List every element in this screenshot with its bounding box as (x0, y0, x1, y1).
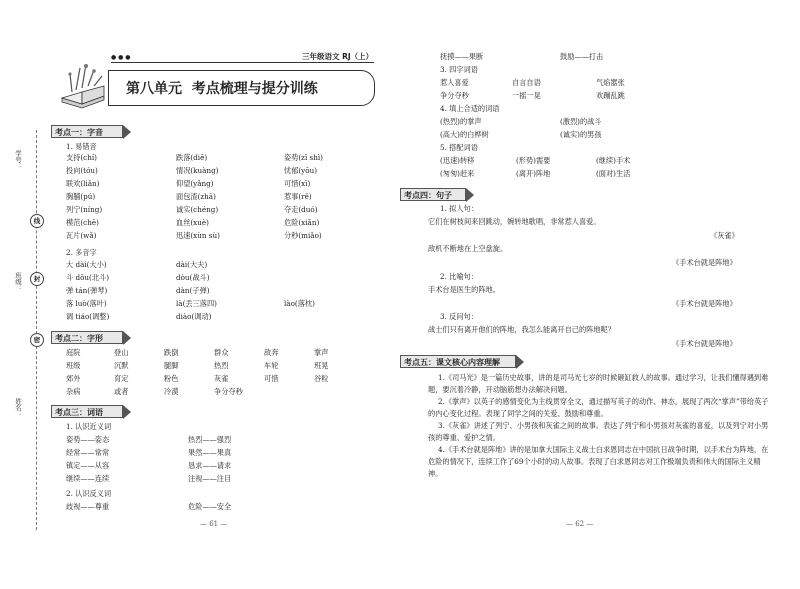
pron-r4c2: 夺走(duó) (284, 205, 318, 214)
sent-3-text: 战士们只有离开他们的阵地，我怎么能离开自己的阵地呢？ (428, 325, 615, 334)
section-title-words: 考点三：词语 (51, 405, 123, 418)
poly-r1c0: 斗 dǒu(北斗) (66, 273, 110, 282)
core-para-3: 3.《灰雀》讲述了列宁、小男孩和灰雀之间的故事。表达了列宁和小男孩对灰雀的喜爱，以及列宁对小男孩的尊重、爱护之情。 (428, 421, 769, 442)
four-r1c0: 争分夺秒 (440, 91, 469, 100)
glyph-r0c5: 掌声 (314, 348, 329, 357)
pron-r2c2: 可惜(xī) (284, 179, 311, 188)
header-dots: ● ● ● (111, 54, 131, 61)
ant-r0c0: 歧视——尊重 (66, 502, 110, 511)
four-r0c2: 气焰嚣张 (596, 78, 625, 87)
pron-r4c0: 列宁(níng) (66, 205, 103, 214)
poly-r2c1: dàn(子弹) (176, 286, 210, 295)
label-student-no: 学号： (14, 150, 22, 170)
pron-r6c0: 瓦片(wǎ) (66, 231, 97, 240)
glyph-r2c3: 灰雀 (214, 374, 229, 383)
fill-r0c0: (热烈)的掌声 (440, 117, 482, 126)
pron-r3c0: 胸脯(pú) (66, 192, 96, 201)
glyph-r2c5: 谷粒 (314, 374, 329, 383)
pron-r0c1: 跌落(diē) (176, 153, 208, 162)
glyph-r2c4: 可惜 (264, 374, 279, 383)
ant-r0c1: 危险——安全 (188, 502, 232, 511)
pron-r1c2: 忧郁(yōu) (284, 166, 318, 175)
match-r1c0: (匆匆)赶来 (440, 169, 475, 178)
sent-2-text: 手术台是医生的阵地。 (428, 285, 500, 294)
poly-r4c0: 调 tiáo(调整) (66, 312, 110, 321)
poly-r1c1: dòu(战斗) (176, 273, 210, 282)
pron-r5c0: 模范(chē) (66, 218, 99, 227)
pron-r2c1: 仰望(yǎng) (176, 179, 214, 188)
glyph-r0c1: 登山 (114, 348, 129, 357)
core-para-1: 1.《司马光》是一篇历史故事，讲的是司马光七岁的时候砸缸救人的故事。通过学习，让我们懂得遇到难题，要沉着冷静，开动脑筋想办法解决问题。 (428, 373, 769, 394)
binding-line (36, 130, 37, 530)
glyph-r2c0: 郊外 (66, 374, 81, 383)
ring-secret: 密 (30, 333, 44, 347)
sent-1-source: 《灰雀》 (710, 231, 739, 240)
fill-r1c1: (诚实)的男孩 (560, 130, 602, 139)
glyph-r1c5: 班晃 (314, 361, 329, 370)
glyph-r2c1: 育定 (114, 374, 129, 383)
sub-antonyms: 2. 认识反义词 (66, 489, 112, 498)
section-title-sentences: 考点四：句子 (400, 188, 466, 201)
fill-r0c1: (激烈)的战斗 (560, 117, 602, 126)
sub-match-words: 5. 搭配词语 (440, 143, 478, 152)
pron-r4c1: 诚实(chéng) (176, 205, 219, 214)
glyph-r1c0: 班级 (66, 361, 81, 370)
sub-four-char: 3. 四字词语 (440, 65, 478, 74)
poly-r4c1: diào(调动) (176, 312, 212, 321)
pron-r1c1: 情况(kuàng) (176, 166, 219, 175)
match-r0c0: (迅速)转移 (440, 156, 475, 165)
glyph-r3c1: 或者 (114, 387, 129, 396)
glyph-r0c2: 跌倒 (164, 348, 179, 357)
sent-2-label: 2. 比喻句： (440, 272, 478, 281)
poly-r3c0: 落 luò(落叶) (66, 299, 107, 308)
glyph-r1c1: 沉默 (114, 361, 129, 370)
core-para-2: 2.《掌声》以英子的感情变化为主线贯穿全文，通过描写英子的动作、神态，展现了两次“掌声”带给英子的内心变化过程。表现了同学之间的关爱、鼓励和尊重。 (428, 397, 769, 418)
poly-r0c0: 大 dài(大小) (66, 260, 107, 269)
sub-polyphonic: 2. 多音字 (66, 248, 97, 257)
glyph-r3c3: 争分夺秒 (214, 387, 243, 396)
ring-seal: 封 (30, 272, 44, 286)
section-title-pronunciation: 考点一：字音 (51, 125, 123, 138)
sent-1b-text: 敌机不断地在上空盘旋。 (428, 244, 508, 253)
fill-r1c0: (高大)的白桦树 (440, 130, 489, 139)
glyph-r1c4: 车轮 (264, 361, 279, 370)
glyph-r1c3: 热烈 (214, 361, 229, 370)
syn-r0c1: 热烈——强烈 (188, 435, 232, 444)
syn-r2c0: 镇定——从容 (66, 461, 110, 470)
syn-r0c0: 姿势——姿态 (66, 435, 110, 444)
four-r1c2: 欢蹦乱跳 (596, 91, 625, 100)
label-class: 班级： (14, 272, 22, 292)
right-page (400, 0, 800, 589)
four-r1c1: 一摇一晃 (512, 91, 541, 100)
header-rule (111, 62, 374, 63)
pair-r0c1: 鼓励——打击 (560, 52, 604, 61)
glyph-r0c0: 庭院 (66, 348, 81, 357)
header-text: 三年级语文 RJ（上） (302, 52, 374, 61)
sub-synonyms: 1. 认识近义词 (66, 422, 112, 431)
page-number-left: — 61 — (200, 520, 228, 528)
pron-r3c2: 惹事(rě) (284, 192, 312, 201)
match-r1c1: (离开)阵地 (516, 169, 551, 178)
syn-r1c1: 果然——果真 (188, 448, 232, 457)
sent-2-source: 《手术台就是阵地》 (672, 299, 737, 308)
ring-line: 线 (30, 214, 44, 228)
poly-r0c1: dài(大夫) (176, 260, 208, 269)
syn-r1c0: 经常——常常 (66, 448, 110, 457)
poly-r3c2: lào(落枕) (284, 299, 315, 308)
glyph-r3c0: 杂病 (66, 387, 81, 396)
core-para-4: 4.《手术台就是阵地》讲的是加拿大国际主义战士白求恩同志在中国抗日战争时期，以手术台为阵地，在危险的情况下，连续工作了69个小时的动人故事。表现了白求恩同志对工作极端负责和伟大的国际主义精神。 (428, 445, 769, 478)
four-r0c1: 自言自语 (512, 78, 541, 87)
four-r0c0: 惹人喜爱 (440, 78, 469, 87)
pron-r6c2: 分秒(miǎo) (284, 231, 322, 240)
pron-r5c1: 血丝(xuè) (176, 218, 209, 227)
sent-3-label: 3. 反问句： (440, 312, 478, 321)
pron-r5c2: 危险(xiǎn) (284, 218, 320, 227)
pron-r2c0: 联欢(liǎn) (66, 179, 100, 188)
poly-r3c1: là(丢三落四) (176, 299, 217, 308)
glyph-r3c2: 冷漠 (164, 387, 179, 396)
glyph-r2c2: 粉色 (164, 374, 179, 383)
pron-r3c1: 面包渣(zhā) (176, 192, 216, 201)
match-r0c1: (形势)需要 (516, 156, 551, 165)
pair-r0c0: 抚摸——果断 (440, 52, 484, 61)
poly-r2c0: 弹 tán(弹琴) (66, 286, 108, 295)
sent-1-label: 1. 拟人句： (440, 204, 478, 213)
match-r1c2: (面对)生活 (596, 169, 631, 178)
sent-3-source: 《手术台就是阵地》 (672, 339, 737, 348)
pron-r6c1: 迅速(xùn sù) (176, 231, 220, 240)
syn-r3c1: 注视——注目 (188, 474, 232, 483)
glyph-r1c2: 腿脚 (164, 361, 179, 370)
sub-easy-mistakes: 1. 易错音 (66, 142, 97, 151)
section-title-glyph: 考点二：字形 (51, 331, 123, 344)
syn-r2c1: 恳求——请求 (188, 461, 232, 470)
sub-fill-words: 4. 填上合适的词语 (440, 104, 500, 113)
page-number-right: — 62 — (566, 520, 594, 528)
pron-r0c2: 姿势(zī shì) (284, 153, 323, 162)
section-title-core-content: 考点五：课文核心内容理解 (400, 355, 516, 368)
unit-title: 第八单元 考点梳理与提分训练 (126, 81, 318, 97)
match-r0c2: (继续)手术 (596, 156, 631, 165)
sent-1-text: 它们在树枝间来回跳动，婉转地歌唱，非常惹人喜爱。 (428, 217, 601, 226)
label-name: 姓名： (14, 398, 22, 418)
sent-1b-source: 《手术台就是阵地》 (672, 258, 737, 267)
syn-r3c0: 继续——连续 (66, 474, 110, 483)
glyph-r0c4: 敌奔 (264, 348, 279, 357)
pron-r0c0: 支持(chí) (66, 153, 97, 162)
glyph-r0c3: 群众 (214, 348, 229, 357)
pron-r1c0: 投向(tóu) (66, 166, 98, 175)
book-illustration (58, 62, 108, 110)
